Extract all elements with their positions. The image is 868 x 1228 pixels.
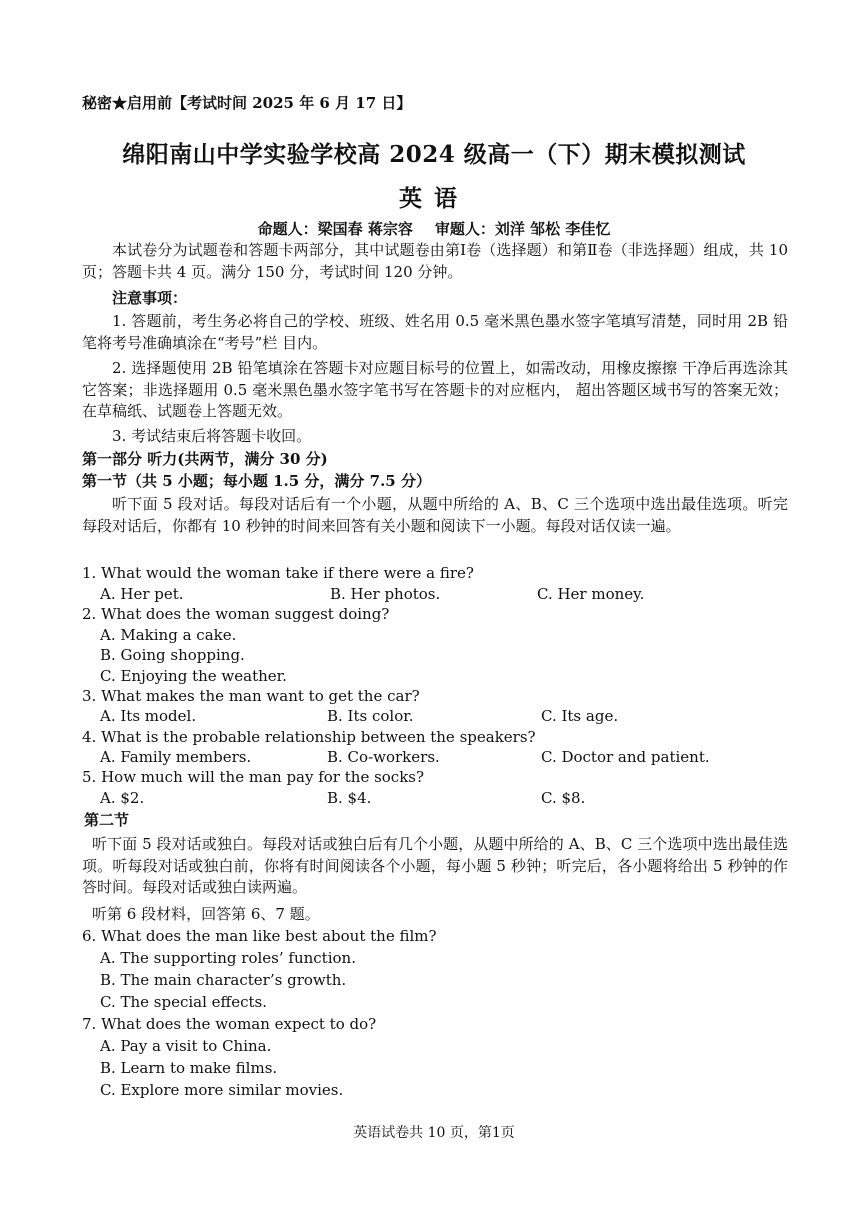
intro-paragraph: 本试卷分为试题卷和答题卡两部分，其中试题卷由第Ⅰ卷（选择题）和第Ⅱ卷（非选择题）组成，共 10 页；答题卡共 4 页。满分 150 分，考试时间 120 分钟。 xyxy=(82,241,788,281)
q6-option-c: C. The special effects. xyxy=(100,993,267,1011)
notes-heading: 注意事项： xyxy=(112,289,188,307)
section1-instructions: 听下面 5 段对话。每段对话后有一个小题，从题中所给的 A、B、C 三个选项中选出最佳选项。听完每段对话后，你都有 10 秒钟的时间来回答有关小题和阅读下一小题。每段对话仅读一遍。 xyxy=(82,495,788,535)
note-item-3: 3. 考试结束后将答题卡收回。 xyxy=(112,427,312,445)
section2-heading: 第二节 xyxy=(84,811,130,829)
note-item-1: 1. 答题前，考生务必将自己的学校、班级、姓名用 0.5 毫米黑色墨水签字笔填写清楚，同时用 2B 铅笔将考号准确填涂在“考号”栏 目内。 xyxy=(82,312,788,352)
q1-option-c: C. Her money. xyxy=(537,585,645,603)
q3-option-a: A. Its model. xyxy=(100,707,197,725)
question-5: 5. How much will the man pay for the socks? xyxy=(82,768,425,786)
q5-option-c: C. $8. xyxy=(541,789,586,807)
q2-option-c: C. Enjoying the weather. xyxy=(100,667,287,685)
authors-reviewers: 审题人：刘洋 邹松 李佳忆 xyxy=(434,220,611,238)
q2-option-a: A. Making a cake. xyxy=(100,626,237,644)
section2-instructions: 听下面 5 段对话或独白。每段对话或独白后有几个小题，从题中所给的 A、B、C 三个选项中选出最佳选项。听每段对话或独白前，你将有时间阅读各个小题，每小题 5 秒钟；听完后，各小题将给出 5 秒钟的作答时间。每段对话或独白读两遍。 xyxy=(82,835,788,896)
question-7: 7. What does the woman expect to do? xyxy=(82,1015,377,1033)
part1-heading: 第一部分 听力(共两节，满分 30 分) xyxy=(82,450,328,468)
page-footer: 英语试卷共 10 页，第1页 xyxy=(353,1125,515,1141)
subject-title: 英语 xyxy=(399,185,469,212)
q5-option-b: B. $4. xyxy=(327,789,372,807)
secret-notice: 秘密★启用前【考试时间 2025 年 6 月 17 日】 xyxy=(82,94,412,112)
q3-option-c: C. Its age. xyxy=(541,707,619,725)
q7-option-c: C. Explore more similar movies. xyxy=(100,1081,344,1099)
q7-option-a: A. Pay a visit to China. xyxy=(100,1037,272,1055)
note-item-2: 2. 选择题使用 2B 铅笔填涂在答题卡对应题目标号的位置上，如需改动，用橡皮擦擦 干净后再选涂其它答案；非选择题用 0.5 毫米黑色墨水签字笔书写在答题卡的对应框内， 超出答题区域书写的答案无效；在草稿纸、试题卷上答题无效。 xyxy=(82,359,788,420)
q4-option-c: C. Doctor and patient. xyxy=(541,748,710,766)
q4-option-b: B. Co-workers. xyxy=(327,748,440,766)
q1-option-b: B. Her photos. xyxy=(330,585,441,603)
question-4: 4. What is the probable relationship between the speakers? xyxy=(82,728,536,746)
material-6-note: 听第 6 段材料，回答第 6、7 题。 xyxy=(92,905,320,923)
question-3: 3. What makes the man want to get the car? xyxy=(82,687,420,705)
question-1: 1. What would the woman take if there were a fire? xyxy=(82,564,474,582)
question-2: 2. What does the woman suggest doing? xyxy=(82,605,390,623)
q5-option-a: A. $2. xyxy=(100,789,145,807)
q6-option-b: B. The main character’s growth. xyxy=(100,971,347,989)
authors-line xyxy=(0,218,868,239)
q7-option-b: B. Learn to make films. xyxy=(100,1059,278,1077)
q3-option-b: B. Its color. xyxy=(327,707,414,725)
question-6: 6. What does the man like best about the film? xyxy=(82,927,437,945)
exam-title: 绵阳南山中学实验学校高 2024 级高一（下）期末模拟测试 xyxy=(122,141,746,168)
q2-option-b: B. Going shopping. xyxy=(100,646,245,664)
q1-option-a: A. Her pet. xyxy=(100,585,184,603)
section1-heading: 第一节（共 5 小题；每小题 1.5 分，满分 7.5 分） xyxy=(82,472,431,490)
q6-option-a: A. The supporting roles’ function. xyxy=(100,949,356,967)
authors-setters: 命题人：梁国春 蒋宗容 xyxy=(257,220,413,238)
q4-option-a: A. Family members. xyxy=(100,748,252,766)
